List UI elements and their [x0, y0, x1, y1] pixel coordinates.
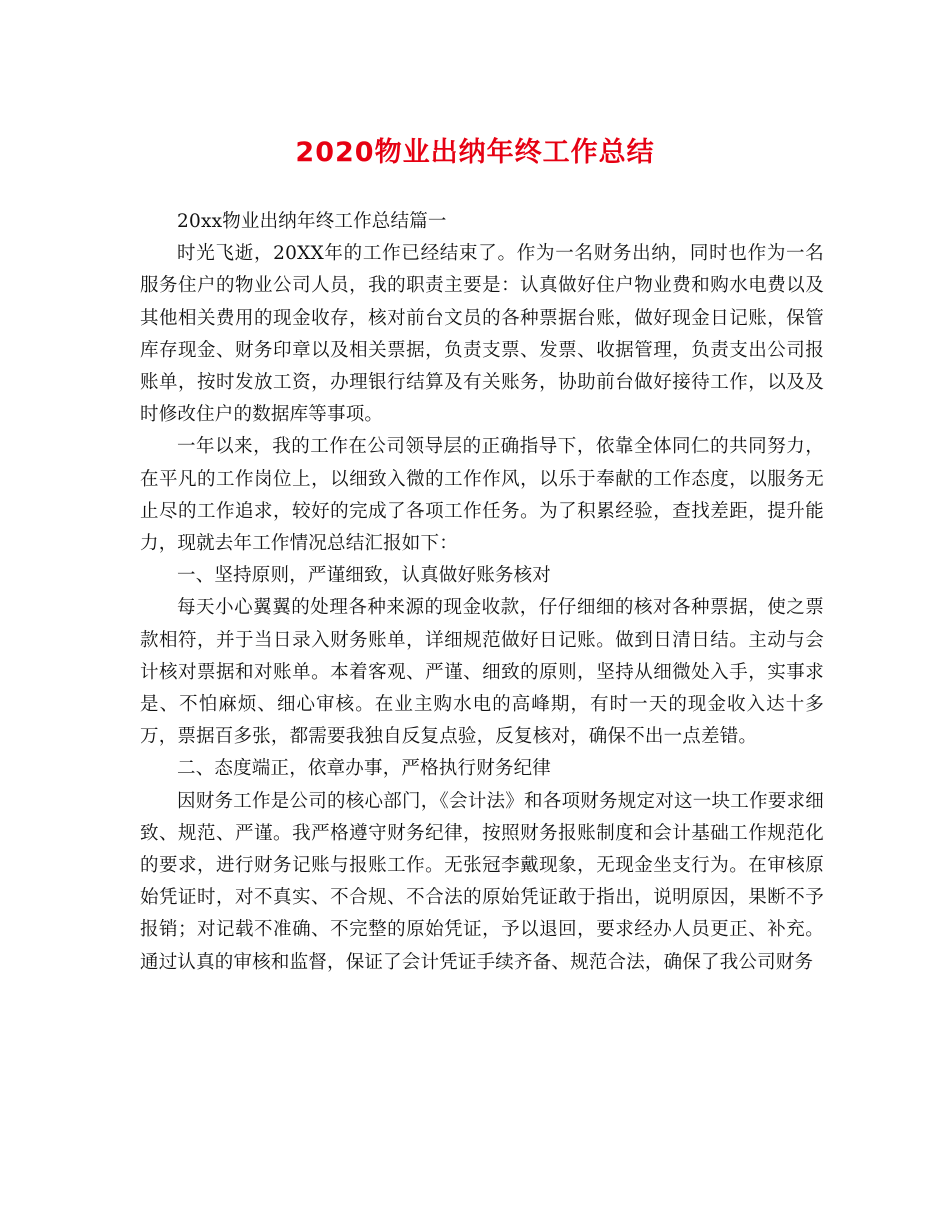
document-title: 2020物业出纳年终工作总结	[295, 137, 655, 168]
paragraph: 每天小心翼翼的处理各种来源的现金收款，仔仔细细的核对各种票据，使之票款相符，并于当日录入财务账单，详细规范做好日记账。做到日清日结。主动与会计核对票据和对账单。本着客观、严谨、细致的原则，坚持从细微处入手，实事求是、不怕麻烦、细心审核。在业主购水电的高峰期，有时一天的现金收入达十多万，票据百多张，都需要我独自反复点验，反复核对，确保不出一点差错。	[140, 597, 824, 748]
section-heading: 20xx物业出纳年终工作总结篇一	[177, 211, 447, 232]
section-heading: 二、态度端正，依章办事，严格执行财务纪律	[177, 758, 552, 780]
section-heading: 一、坚持原则，严谨细致，认真做好账务核对	[177, 565, 552, 587]
document-body	[140, 206, 824, 979]
paragraph: 时光飞逝，20XX年的工作已经结束了。作为一名财务出纳，同时也作为一名服务住户的物业公司人员，我的职责主要是：认真做好住户物业费和购水电费以及其他相关费用的现金收存，核对前台文员的各种票据台账，做好现金日记账，保管库存现金、财务印章以及相关票据，负责支票、发票、收据管理，负责支出公司报账单，按时发放工资，办理银行结算及有关账务，协助前台做好接待工作，以及及时修改住户的数据库等事项。	[140, 243, 824, 426]
paragraph: 因财务工作是公司的核心部门，《会计法》和各项财务规定对这一块工作要求细致、规范、严谨。我严格遵守财务纪律，按照财务报账制度和会计基础工作规范化的要求，进行财务记账与报账工作。无张冠李戴现象，无现金坐支行为。在审核原始凭证时，对不真实、不合规、不合法的原始凭证敢于指出，说明原因，果断不予报销；对记载不准确、不完整的原始凭证，予以退回，要求经办人员更正、补充。通过认真的审核和监督，保证了会计凭证手续齐备、规范合法，确保了我公司财务	[140, 790, 824, 973]
paragraph: 一年以来，我的工作在公司领导层的正确指导下，依靠全体同仁的共同努力，在平凡的工作岗位上，以细致入微的工作作风，以乐于奉献的工作态度，以服务无止尽的工作追求，较好的完成了各项工作任务。为了积累经验，查找差距，提升能力，现就去年工作情况总结汇报如下：	[140, 436, 824, 555]
